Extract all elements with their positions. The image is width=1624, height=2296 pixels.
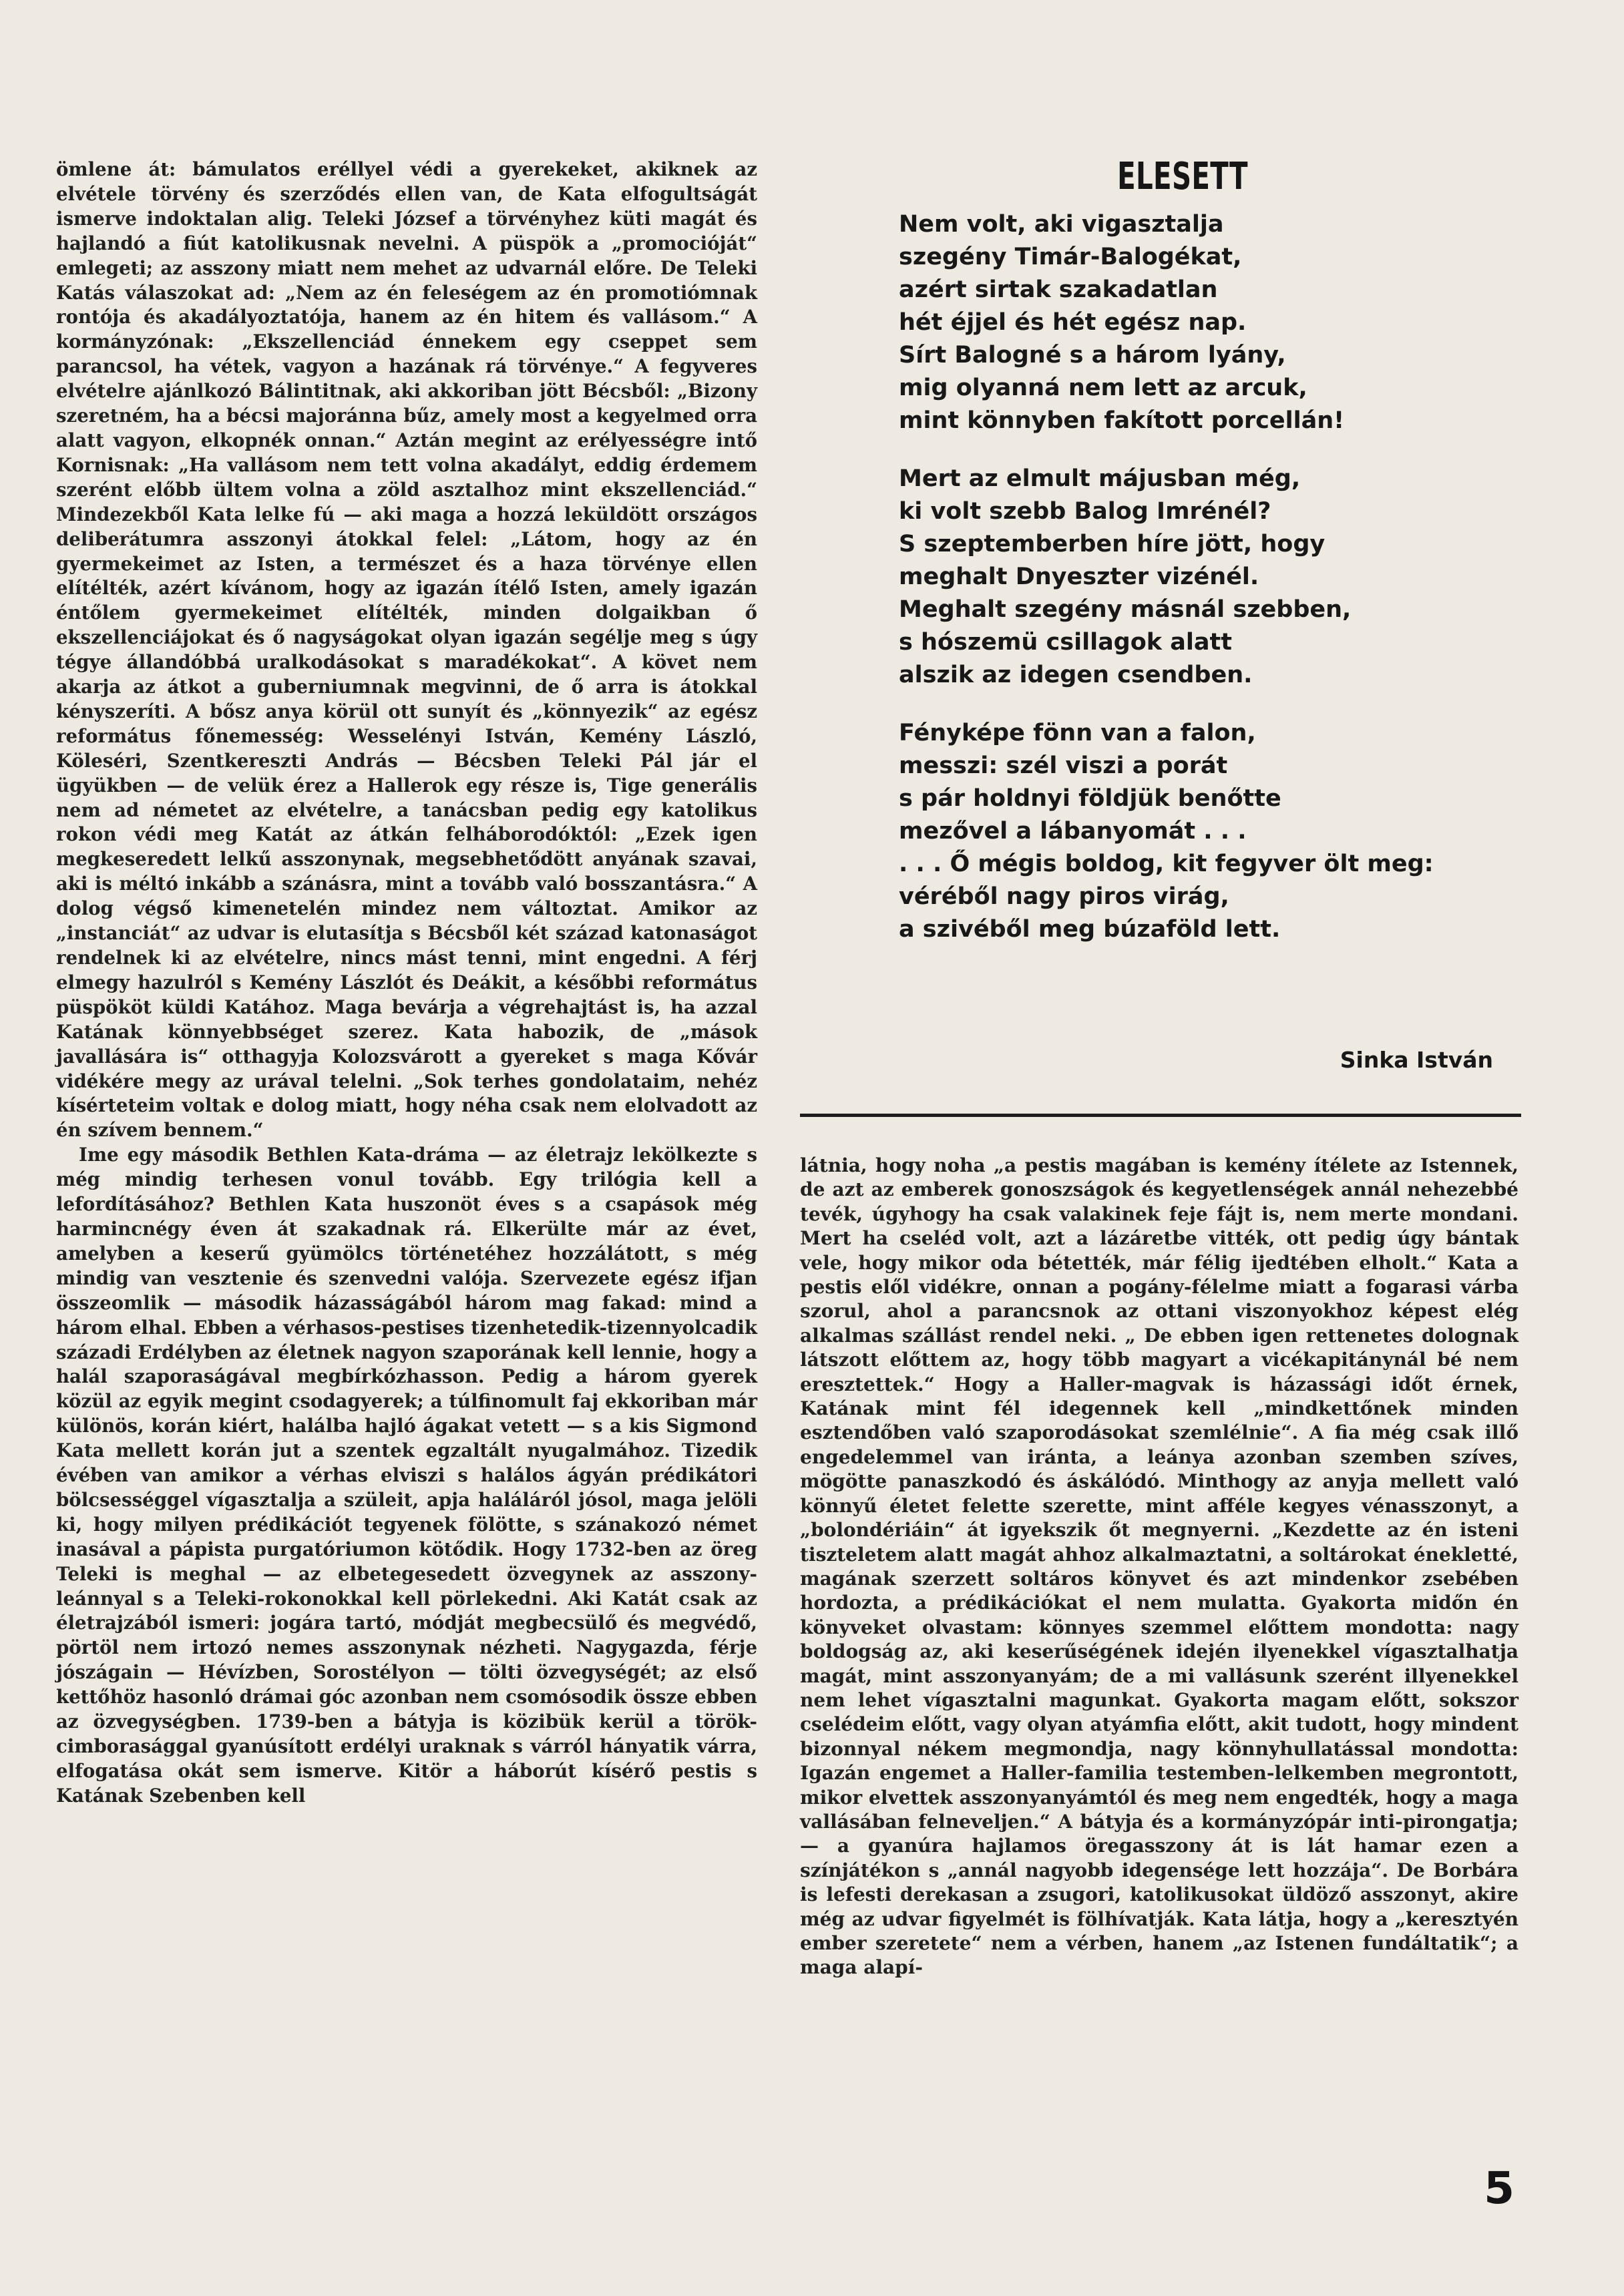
poem-line: Nem volt, aki vigasztalja bbox=[899, 211, 1224, 238]
poem-stanza-1 bbox=[899, 208, 1466, 437]
poem-stanza-3 bbox=[899, 717, 1466, 946]
article-continuation: látnia, hogy noha „a pestis magában is kemény ítélete az Istennek, de azt az emberek gonoszságok és kegyetlenségek annál nehezebbé tevék, úgyhogy ha csak valakinek feje fájt is, nem merte mondani. Mert ha cseléd volt, azt a lázáretbe vitték, ott pedig úgy bántak vele, hogy mikor oda bétették, már félig ijedtében elholt.“ Kata a pestis elől vidékre, onnan a pogány-félelme miatt a fogarasi várba szorul, ahol a parancsnok az ottani viszonyokhoz képest elég alkalmas szállást rendel neki. „ De ebben igen rettenetes dolognak látszott előttem az, hogy több magyart a vicékapitánynál bé nem eresztettek.“ Hogy a Haller-magvak is házassági időt érnek, Katának mint fél idegennek kell „mindkettőnek minden esztendőben való szaporodásokat szemlélnie“. A fia még csak illő engedelemmel van iránta, a leánya azonban szemben szíves, mögötte panaszkodó és áskálódó. Minthogy az anyja mellett való könnyű életet felette szerette, mint afféle kegyes vénasszonyt, a „bolondériáin“ át igyekszik őt megnyerni. „Kezdette az én isteni tiszteletem alatt magát ahhoz alkalmaztatni, a soltárokat énekletté, magának szerzett soltáros könyvet és azt mindenkor zsebében hordozta, a prédikációkat el nem mulatta. Gyakorta midőn én könyveket olvastam: könnyes szemmel előttem mondotta: nagy boldogság az, aki keserűségének idején ilyenekkel vígasztalhatja magát, mint asszonyanyám; de a mi vallásunk szerént illyenekkel nem lehet vígasztalni magunkat. Gyakorta magam előtt, sokszor cselédeim előtt, vagy olyan atyámfia előtt, akit tudott, hogy mindent bizonnyal nékem megmondja, nagy könnyhullatással mondotta: Igazán engemet a Haller-familia testemben-lelkemben megrontott, mikor elvettek asszonyanyámtól és meg nem engedték, hogy a maga vallásában felneveljen.“ A bátyja és a kormányzópár inti-pirongatja; — a gyanúra hajlamos öregasszony át is lát hamar ezen a színjátékon s „annál nagyobb idegensége lett hozzája“. De Borbára is lefesti derekasan a zsugori, katolikusokat üldöző asszonyt, akire még az udvar figyelmét is fölhívatják. Kata látja, hogy a „keresztyén ember szeretete“ nem a vérben, hanem „az Istenen fundáltatik“; a maga alapí- bbox=[800, 1154, 1518, 1979]
poem-line: s hószemü csillagok alatt bbox=[899, 629, 1232, 656]
poem-title: ELESETT bbox=[1117, 155, 1248, 198]
poem-author: Sinka István bbox=[1340, 1047, 1493, 1073]
poem-line: alszik az idegen csendben. bbox=[899, 662, 1253, 688]
article-paragraph-2: Ime egy második Bethlen Kata-dráma — az életrajz lekölkezte s még mindig terhesen vonul tovább. Egy trilógia kell a lefordításához? Bethlen Kata huszonöt éves s a csapások még harmincnégy éven át szakadnak rá. Elkerülte már az évet, amelyben a keserű gyümölcs történetéhez hozzálátott, s még mindig van vesztenie és szenvedni valója. Szervezete egész ifjan összeomlik — második házasságából három mag fakad: mind a három elhal. Ebben a vérhasos-pestises tizenhetedik-tizennyolcadik századi Erdélyben az életnek nagyon szaporának kell lennie, hogy a halál szaporaságával megbírkózhasson. Pedig a három gyerek közül az egyik megint csodagyerek; a túlfinomult faj ekkoriban már különös, korán kiért, halálba hajló ágakat vetett — s a kis Sigmond Kata mellett korán jut a szentek egzaltált nyugalmához. Tizedik évében van amikor a vérhas elviszi s halálos ágyán prédikátori bölcsességgel vígasztalja a szüleit, apja haláláról jósol, maga jelöli ki, hogy milyen prédikációt tegyenek fölötte, s szánakozó német inasával a pápista purgatóriumon kötődik. Hogy 1732-ben az öreg Teleki is meghal — az elbetegesedett özvegynek az asszony-leánnyal s a Teleki-rokonokkal kell pörlekedni. Aki Katát csak az életrajzából ismeri: jogára tartó, módját megbecsülő és megvédő, pörtöl nem irtozó nemes asszonynak nézheti. Nagygazda, férje jószágain — Hévízben, Sorostélyon — tölti özvegységét; az első kettőhöz hasonló drámai góc azonban nem csomósodik össze ebben az özvegységben. 1739-ben a bátyja is közibük kerül a török-cimborasággal gyanúsított erdélyi uraknak s várról hányatik várra, elfogatása okát sem ismerve. Kitör a háborút kísérő pestis s Katának Szebenben kell bbox=[56, 1144, 757, 1807]
poem-line: Meghalt szegény másnál szebben, bbox=[899, 596, 1352, 623]
poem-line: Mert az elmult májusban még, bbox=[899, 465, 1301, 492]
left-article-column bbox=[56, 158, 757, 1809]
poem-line: szegény Timár-Balogékat, bbox=[899, 244, 1242, 270]
poem-line: Fényképe fönn van a falon, bbox=[899, 720, 1256, 746]
poem-line: Sírt Balogné s a három lyány, bbox=[899, 342, 1286, 369]
page-number: 5 bbox=[1484, 2162, 1514, 2214]
poem-line: ki volt szebb Balog Imrénél? bbox=[899, 498, 1271, 525]
poem-line: mezővel a lábanyomát . . . bbox=[899, 818, 1247, 845]
article-paragraph-1: ömlene át: bámulatos eréllyel védi a gyerekeket, akiknek az elvétele törvény és szerződés ellen van, de Kata elfogultságát ismerve indoktalan alig. Teleki József a törvényhez küti magát és hajlandó a fiút katolikusnak nevelni. A püspök a „promocióját“ emlegeti; az asszony miatt nem mehet az udvarnál előre. De Teleki Katás válaszokat ad: „Nem az én feleségem az én promotiómnak rontója és akadályoztatója, hanem az én hitem és vallásom.“ A kormányzónak: „Ekszellenciád énnekem egy csеppet sem parancsol, ha vétek, vagyon a hazának rá törvénye.“ A fegyveres elvételre ajánlkozó Bálintitnak, aki akkoriban jött Bécsből: „Bizony szeretném, ha a bécsi majoránna bűz, amely most a kegyelmed orra alatt vagyon, elkopnék onnan.“ Aztán megint az erélyességre intő Kornisnak: „Ha vallásom nem tett volna akadályt, eddig érdemem szerént előbb ültem volna a zöld asztalhoz mint ekszellenciád.“ Mindezekből Kata lelke fú — aki maga a hozzá leküldött országos deliberátumra asszonyi átokkal felel: „Látom, hogy az én gyermekeimet az Isten, a természet és a haza törvénye ellen elítélték, azért kívánom, hogy az igazán ítélő Isten, amely igazán éntőlem gyermekeimet elítélték, minden dolgaikban ő ekszellenciájokat és ő nagyságokat olyan igazán segélje meg s úgy tégye állandóbbá uralkodásokat s maradékokat“. A követ nem akarja az átkot a guberniumnak megvinni, de ő arra is átokkal kényszeríti. A bősz anya körül ott sunyít és „könnyezik“ az egész református főnemesség: Wesselényi István, Kemény László, Köleséri, Szentkereszti András — Bécsben Teleki Pál jár el ügyükben — de velük érez a Hallerok egy része is, Tige generális nem ad németet az elvételre, a tanácsban pedig egy katolikus rokon védi meg Katát az átkán felháborodóktól: „Ezek igen megkeseredett lelkű asszonynak, megsebhetődött anyának szavai, aki is méltó inkább a szánásra, mint a tovább való bosszantásra.“ A dolog végső kimenetelén mindez nem változtat. Amikor az „instanciát“ az udvar is elutasítja s Bécsből két század katonaságot rendelnek ki az elvételre, nincs mást tenni, mint engedni. A férj elmegy hazulról s Kemény Lászlót és Deákit, a későbbi református püspököt küldi Katához. Maga bevárja a végrehajtást is, ha azzal Katának könnyebbséget szerez. Kata habozik, de „mások javallására is“ otthagyja Kolozsvárott a gyereket s maga Kővár vidékére megy az urával telelni. „Sok terhes gondolataim, nehéz kísérteteim voltak e dolog miatt, hogy néha csak nem elolvadott az én szívem bennem.“ bbox=[56, 158, 757, 1142]
poem-line: s pár holdnyi földjük benőtte bbox=[899, 785, 1281, 812]
poem-line: mint könnyben fakított porcellán! bbox=[899, 407, 1345, 434]
poem-line: véréből nagy piros virág, bbox=[899, 883, 1229, 910]
poem-line: a szivéből meg búzaföld lett. bbox=[899, 916, 1281, 943]
poem-line: hét éjjel és hét egész nap. bbox=[899, 309, 1247, 336]
poem-line: azért sirtak szakadatlan bbox=[899, 276, 1218, 303]
right-article-column bbox=[800, 1154, 1518, 1980]
poem-stanza-2 bbox=[899, 463, 1466, 692]
poem-line: meghalt Dnyeszter vizénél. bbox=[899, 563, 1259, 590]
poem-line: . . . Ő mégis boldog, kit fegyver ölt meg: bbox=[899, 851, 1434, 877]
section-divider-rule bbox=[800, 1114, 1521, 1117]
poem-line: mig olyanná nem lett az arcuk, bbox=[899, 375, 1307, 401]
poem-line: S szeptemberben híre jött, hogy bbox=[899, 531, 1326, 557]
poem-block bbox=[899, 155, 1466, 946]
poem-line: messzi: szél viszi a porát bbox=[899, 752, 1228, 779]
